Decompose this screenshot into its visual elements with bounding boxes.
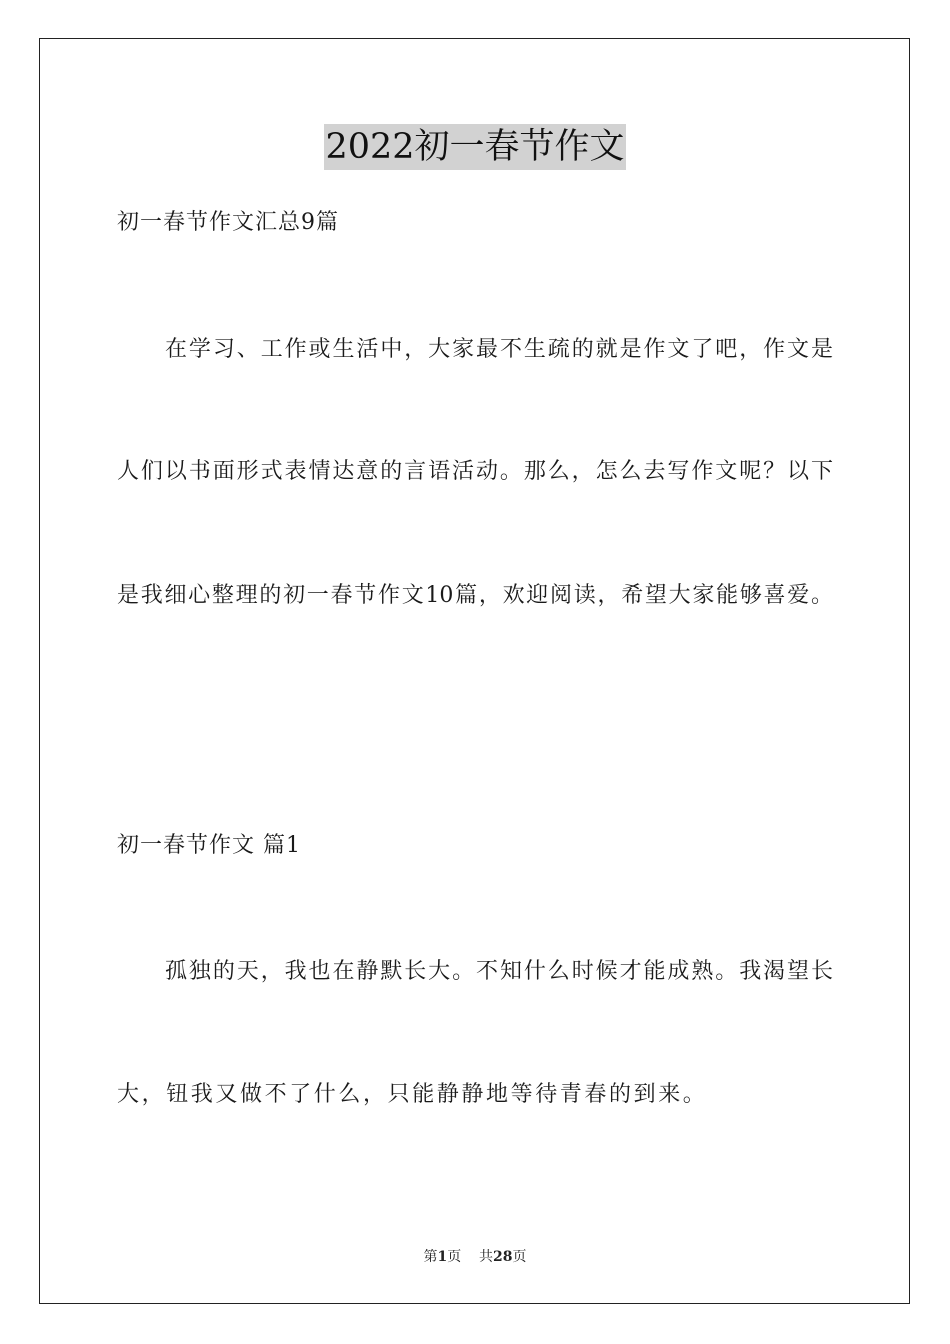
intro-line-3: 是我细心整理的初一春节作文10篇，欢迎阅读，希望大家能够喜爱。 xyxy=(117,583,833,608)
total-pages: 28 xyxy=(493,1249,513,1265)
document-subtitle: 初一春节作文汇总9篇 xyxy=(117,210,339,235)
intro-line-1: 在学习、工作或生活中，大家最不生疏的就是作文了吧，作文是 xyxy=(165,337,833,362)
total-suffix: 页 xyxy=(512,1249,527,1265)
page-footer xyxy=(0,1248,950,1266)
intro-line-2: 人们以书面形式表情达意的言语活动。那么，怎么去写作文呢？以下 xyxy=(117,459,833,484)
page-suffix: 页 xyxy=(447,1249,462,1265)
total-prefix: 共 xyxy=(479,1249,494,1265)
page-prefix: 第 xyxy=(423,1249,438,1265)
title-container xyxy=(0,124,950,170)
section-line-2: 大，钮我又做不了什么，只能静静地等待青春的到来。 xyxy=(117,1082,708,1107)
section-heading: 初一春节作文 篇1 xyxy=(117,833,301,858)
page-number: 1 xyxy=(437,1249,448,1265)
section-line-1: 孤独的天，我也在静默长大。不知什么时候才能成熟。我渴望长 xyxy=(165,959,833,984)
document-title: 2022初一春节作文 xyxy=(324,124,625,170)
